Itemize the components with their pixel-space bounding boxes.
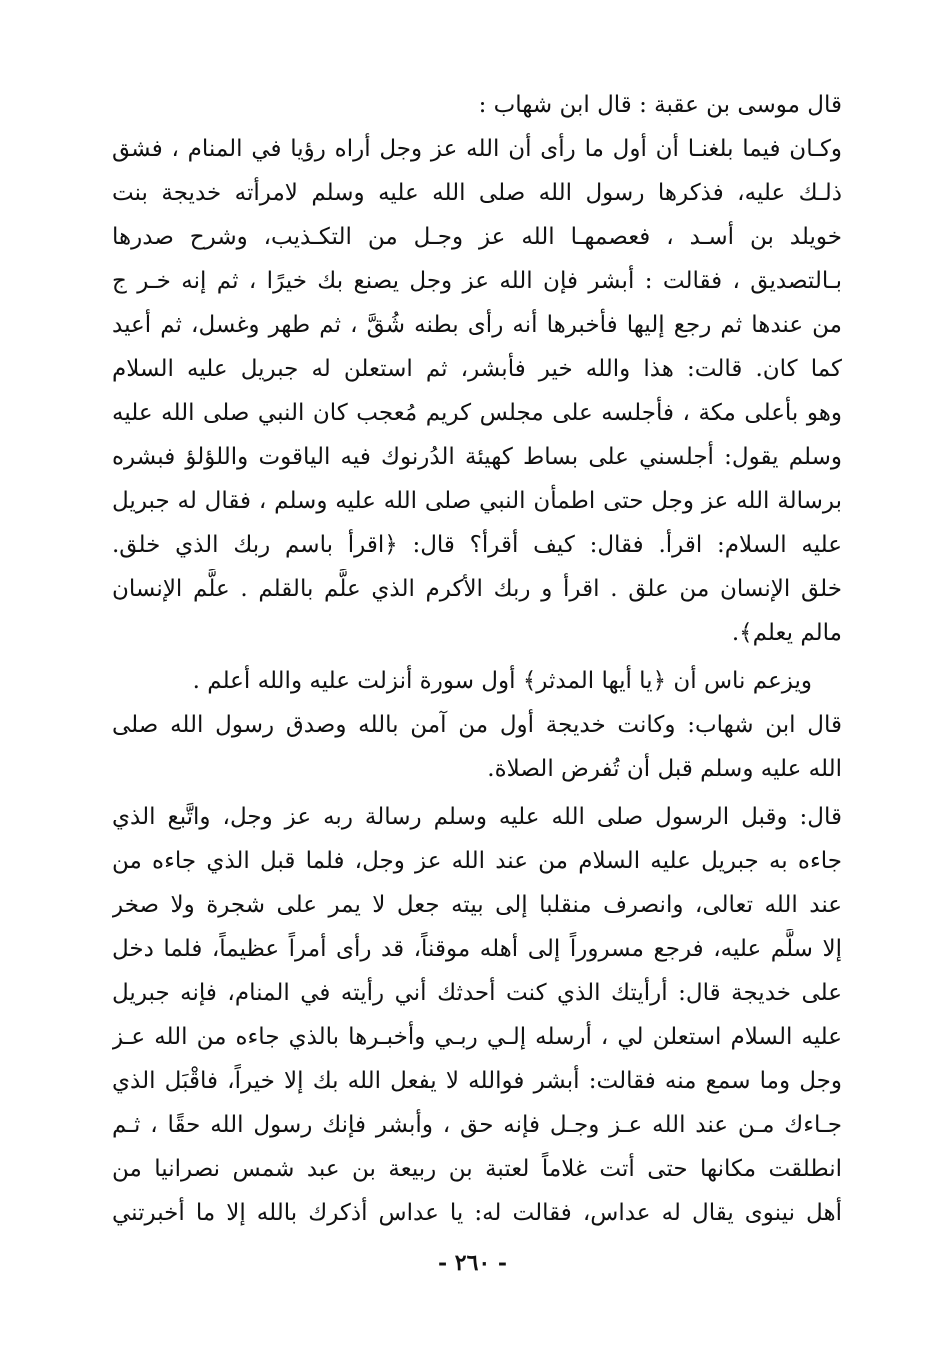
text-line: وكـان فيما بلغنـا أن أول ما رأى أن الله عز وجل أراه رؤيا في المنام ، فشق: [112, 136, 842, 162]
text-line: وجل وما سمع منه فقالت: أبشر فوالله لا يفعل الله بك إلا خيراً، فاقْبَل الذي: [112, 1068, 842, 1094]
text-line: أهل نينوى يقال له عداس، فقالت له: يا عداس أذكرك بالله إلا ما أخبرتني: [112, 1200, 842, 1226]
text-line: قال: وقبل الرسول صلى الله عليه وسلم رسالة ربه عز وجل، واتَّبع الذي: [112, 804, 842, 830]
text-line: ذلـك عليه، فذكرها رسول الله صلى الله عليه وسلم لامرأته خديجة بنت: [112, 180, 842, 206]
text-line: خويلد بن أسـد ، فعصمهـا الله عز وجـل من التكـذيب، وشرح صدرها: [112, 224, 842, 250]
text-line: عليه السلام: اقرأ. فقال: كيف أقرأ؟ قال: ﴿اقرأ باسم ربك الذي خلق.: [112, 532, 842, 558]
text-line: عليه السلام استعلن لي ، أرسله إلـي ربـي وأخبـرها بالذي جاءه من الله عـز: [112, 1024, 842, 1050]
text-line: بـالتصديق ، فقالت : أبشر فإن الله عز وجل يصنع بك خيرًا ، ثم إنه خـر ج: [112, 268, 842, 294]
text-line: كما كان. قالت: هذا والله خير فأبشر، ثم استعلن له جبريل عليه السلام: [112, 356, 842, 382]
text-line: الله عليه وسلم قبل أن تُفرض الصلاة.: [487, 756, 842, 782]
text-line: ويزعم ناس أن ﴿يا أيها المدثر﴾ أول سورة أنزلت عليه والله أعلم .: [192, 668, 812, 694]
text-line: إلا سلَّم عليه، فرجع مسروراً إلى أهله موقناً، قد رأى أمراً عظيماً، فلما دخل: [112, 936, 842, 962]
text-line: جـاءك مـن عند الله عـز وجـل فإنه حق ، وأبشر فإنك رسول الله حقًا ، ثـم: [112, 1112, 842, 1138]
text-line: عند الله تعالى، وانصرف منقلبا إلى بيته جعل لا يمر على شجرة ولا صخر: [112, 892, 842, 918]
text-line: انطلقت مكانها حتى أتت غلاماً لعتبة بن ربيعة بن عبد شمس نصرانيا من: [112, 1156, 842, 1182]
text-line: خلق الإنسان من علق . اقرأ و ربك الأكرم الذي علَّم بالقلم . علَّم الإنسان: [112, 576, 842, 602]
text-line: قال موسى بن عقبة : قال ابن شهاب :: [478, 92, 842, 118]
text-line: قال ابن شهاب: وكانت خديجة أول من آمن بالله وصدق رسول الله صلى: [112, 712, 842, 738]
text-line: من عندها ثم رجع إليها فأخبرها أنه رأى بطنه شُقَّ ، ثم طهر وغسل، ثم أعيد: [112, 312, 842, 338]
text-line: وهو بأعلى مكة ، فأجلسه على مجلس كريم مُعجب كان النبي صلى الله عليه: [112, 400, 842, 426]
page-number: - ٢٦٠ -: [437, 1250, 508, 1276]
text-line: جاءه به جبريل عليه السلام من عند الله عز وجل، فلما قبل الذي جاءه من: [112, 848, 842, 874]
text-line: برسالة الله عز وجل حتى اطمأن النبي صلى الله عليه وسلم ، فقال له جبريل: [112, 488, 842, 514]
text-line: وسلم يقول: أجلسني على بساط كهيئة الدُرنوك فيه الياقوت واللؤلؤ فبشره: [112, 444, 842, 470]
text-line: على خديجة قال: أرأيتك الذي كنت أحدثك أني رأيته في المنام، فإنه جبريل: [112, 980, 842, 1006]
text-line: مالم يعلم﴾.: [731, 620, 842, 646]
